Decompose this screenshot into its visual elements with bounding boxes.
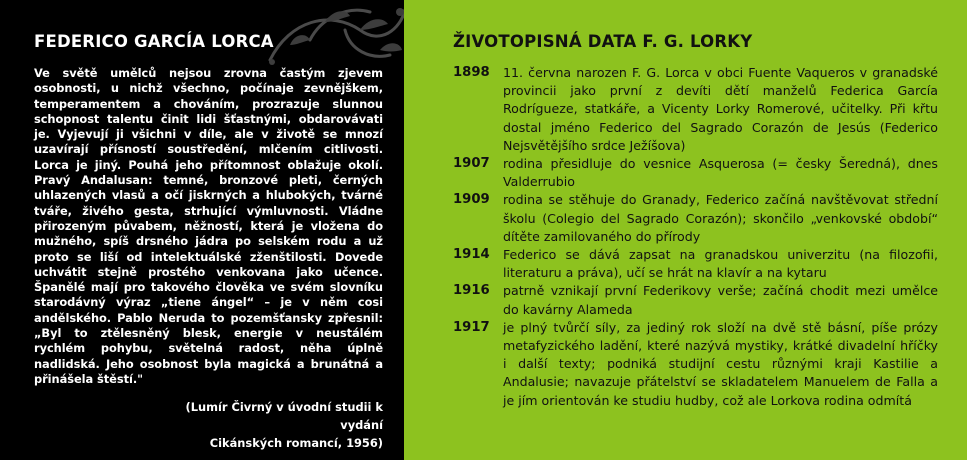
timeline-entry xyxy=(453,155,938,191)
timeline-entry xyxy=(453,191,938,246)
timeline-entry xyxy=(453,246,938,282)
entry-year: 1898 xyxy=(453,65,490,80)
entry-year: 1917 xyxy=(453,319,490,335)
entry-year: 1916 xyxy=(453,283,490,299)
entry-text: Federico se dává zapsat na granadskou univerzitu (na filozofii, literaturu a práva), učí se hrát na klavír a na kytaru xyxy=(503,247,938,281)
entry-year: 1909 xyxy=(453,192,490,208)
quote-citation xyxy=(160,398,383,452)
entry-text: rodina přesidluje do vesnice Asquerosa (= česky Šeredná), dnes Valderrubio xyxy=(503,156,938,190)
entry-text: 11. června narozen F. G. Lorca v obci Fuente Vaqueros v granadské provincii jako první z devíti dětí manželů Federica García Rodrígueze, statkáře, a Vicenty Lorky Romerové, učitelky. Při křtu dostal jméno Federico del Sagrado Corazón de Jesús (Federico Nejsvětějšího srdce Ježíšova) xyxy=(503,65,938,153)
entry-text: je plný tvůrčí síly, za jediný rok složí na dvě stě básní, píše prózy metafyzického ladění, které nazývá mystiky, krátké divadelní hříčky i další texty; podniká studijní cestu různými kraji Kastilie a Andalusie; navazuje přátelství se skladatelem Manuelem de Falla a je jím orientován ke studiu hudby, což ale Lorkova rodina odmítá xyxy=(503,319,938,408)
entry-year: 1914 xyxy=(453,247,490,263)
entry-year: 1907 xyxy=(453,156,490,172)
citation-line-1: (Lumír Čivrný v úvodní studii k vydání xyxy=(185,400,383,432)
timeline-title: ŽIVOTOPISNÁ DATA F. G. LORKY xyxy=(453,32,753,51)
left-panel xyxy=(0,0,404,460)
timeline-entry xyxy=(453,319,938,410)
citation-line-2: Cikánských romancí, 1956) xyxy=(209,436,383,450)
lorca-quote-text: Ve světě umělců nejsou zrovna častým zjevem osobnosti, u nichž všechno, počínaje zevnějškem, temperamentem a chováním, prozrazuje slunnou schopnost talentu činit lidi šťastnými, obdarovávati je. Vyjevují ji všichni v díle, ale v životě se mnozí uzavírají přísností soustředění, mlčením citlivosti. Lorca je jiný. Pouhá jeho přítomnost oblažuje okolí. Pravý Andalusan: temné, bronzové pleti, černých uhlazených vlasů a očí jiskrných a hlubokých, tvárné tváře, živého gesta, strhující výmluvnosti. Vládne přirozeným půvabem, něžností, která je vložena do mužného, spíš drsného jádra po selském rodu a už proto se liší od intelektuálské zženštilosti. Dovede uchvátit stejně prostého venkovana jako učence. Španělé mají pro takového člověka ve svém slovníku starodávný výraz „tiene ángel“ – je v něm cosi andělského. Pablo Neruda to pozemšťansky zpřesnil: „Byl to ztělesněný blesk, energie v neustálém rychlém pohybu, světelná radost, něha úplně nadlidská. Jeho osobnost byla magická a brunátná a přinášela štěstí." xyxy=(34,66,383,386)
timeline-entry xyxy=(453,64,938,155)
right-panel xyxy=(404,0,967,460)
entry-text: patrně vznikají první Federikovy verše; začíná chodit mezi umělce do kavárny Alameda xyxy=(503,283,938,317)
timeline-entry xyxy=(453,282,938,318)
entry-text: rodina se stěhuje do Granady, Federico začíná navštěvovat střední školu (Colegio del Sagrado Corazón); skončilo „venkovské období“ dítěte zamilovaného do přírody xyxy=(503,192,938,244)
timeline-list xyxy=(453,64,938,410)
left-title: FEDERICO GARCÍA LORCA xyxy=(34,32,274,51)
